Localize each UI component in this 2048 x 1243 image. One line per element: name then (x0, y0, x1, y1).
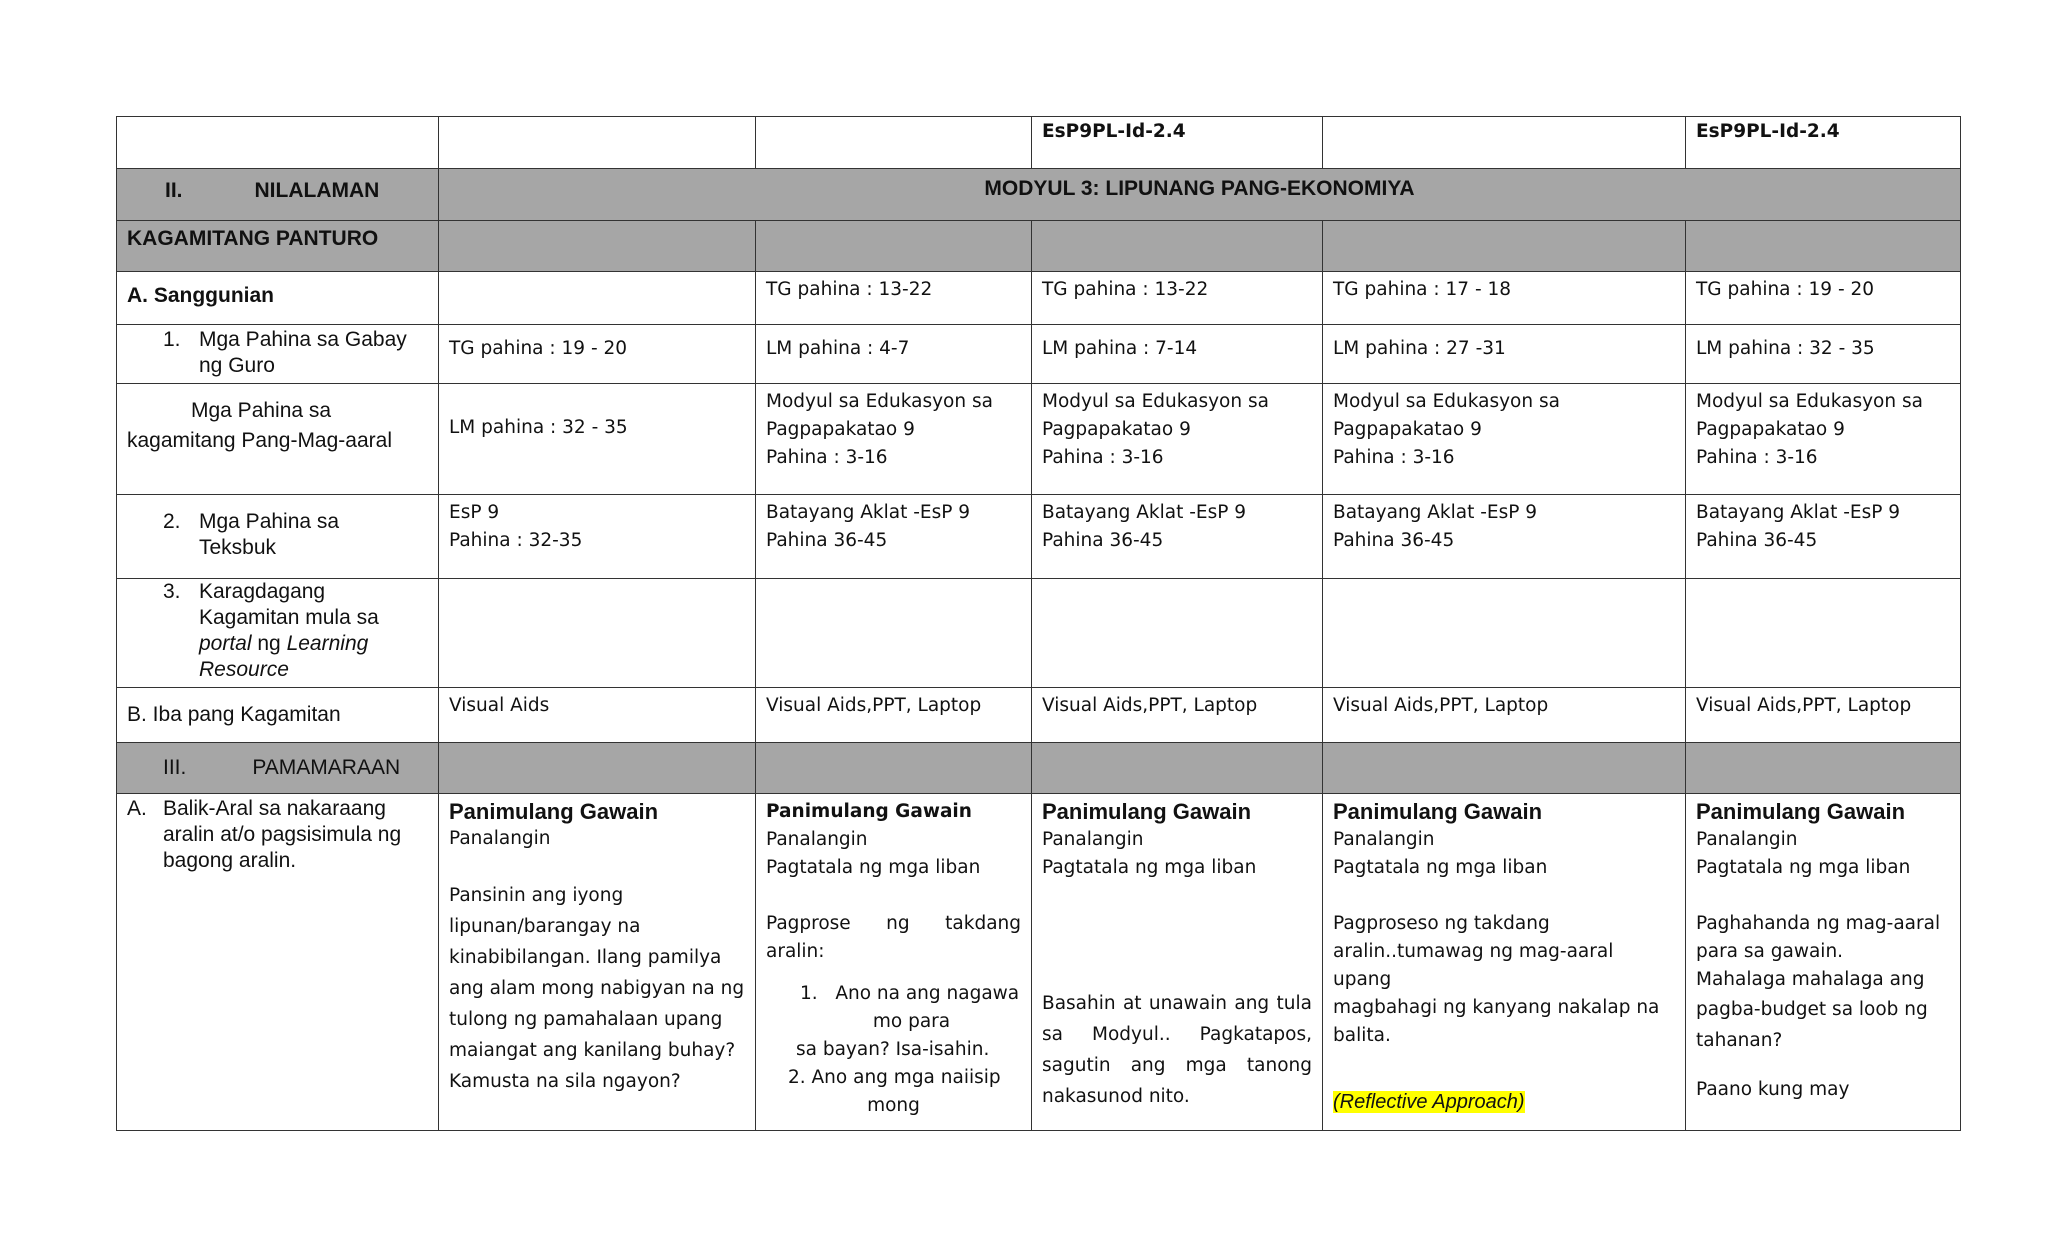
iba-pang-cell: Visual Aids,PPT, Laptop (1686, 688, 1961, 743)
tg-cell: TG pahina : 17 - 18 (1323, 272, 1686, 325)
empty-cell (1323, 579, 1686, 688)
label-line (199, 631, 379, 657)
text-line: Pahina 36-45 (1042, 530, 1164, 551)
text-line: ang alam mong nabigyan na ng (449, 978, 745, 999)
text-line: Pahina : 3-16 (766, 447, 888, 468)
text-line: Pagtatala ng mga liban (766, 857, 981, 878)
label-line: Balik-Aral sa nakaraang (163, 797, 386, 820)
text-line: Batayang Aklat -EsP 9 (766, 502, 971, 523)
gawain-title: Panimulang Gawain (449, 799, 659, 824)
spacer (1333, 1050, 1675, 1088)
label-line: Mga Pahina sa (191, 399, 332, 422)
text-line: Batayang Aklat -EsP 9 (1333, 502, 1538, 523)
section-roman: II. (165, 179, 183, 202)
text-line: tahanan? (1696, 1030, 1783, 1051)
iba-pang-cell: Visual Aids,PPT, Laptop (1032, 688, 1323, 743)
pamamaraan-row (117, 743, 1961, 794)
text-line: maiangat ang kanilang buhay? (449, 1040, 736, 1061)
text-line: Pagproseso ng takdang (1333, 913, 1550, 934)
modyul-cell (756, 384, 1032, 495)
gabay-cell: LM pahina : 7-14 (1032, 325, 1323, 384)
label-line: Resource (199, 658, 289, 681)
nilalaman-label-cell (117, 169, 439, 221)
text-line: nakasunod nito. (1042, 1086, 1190, 1107)
karagdagang-label (117, 579, 439, 688)
modyul-cell (1686, 384, 1961, 495)
text-line: Modyul sa Edukasyon sa (1696, 391, 1923, 412)
text-line: Pansinin ang iyong (449, 885, 624, 906)
code-cell: EsP9PL-Id-2.4 (1686, 117, 1961, 169)
text-line: Batayang Aklat -EsP 9 (1696, 502, 1901, 523)
text-line: sa Modyul.. Pagkatapos, (1042, 1024, 1312, 1045)
tg-cell: TG pahina : 13-22 (756, 272, 1032, 325)
spacer (1696, 1056, 1950, 1076)
mag-aaral-label (117, 384, 439, 495)
balik-aral-label (117, 794, 439, 1131)
gabay-cell: LM pahina : 32 - 35 (1686, 325, 1961, 384)
code-cell (117, 117, 439, 169)
text-line: balita. (1333, 1025, 1391, 1046)
label-line: Karagdagang (199, 580, 326, 603)
text-line: Kamusta na sila ngayon? (449, 1071, 681, 1092)
text-line: aralin..tumawag ng mag-aaral upang (1333, 941, 1614, 990)
text-line: kinabibilangan. Ilang pamilya (449, 947, 722, 968)
code-cell (439, 117, 756, 169)
text-line: mo para (872, 1011, 951, 1032)
text-line: lipunan/barangay na (449, 916, 641, 937)
gray-cell (1032, 743, 1323, 794)
empty-cell (1032, 579, 1323, 688)
balik-aral-cell-5 (1686, 794, 1961, 1131)
text-line: Pagpapakatao 9 (766, 419, 915, 440)
pamamaraan-label-cell (117, 743, 439, 794)
empty-cell (756, 579, 1032, 688)
nilalaman-row (117, 169, 1961, 221)
gray-cell (1323, 221, 1686, 272)
section-title: PAMAMARAAN (252, 756, 401, 779)
iba-pang-row (117, 688, 1961, 743)
karagdagang-row (117, 579, 1961, 688)
code-cell: EsP9PL-Id-2.4 (1032, 117, 1323, 169)
balik-aral-cell-1 (439, 794, 756, 1131)
text-line: Pahina : 32-35 (449, 530, 583, 551)
label-line: Mga Pahina sa Gabay (199, 328, 407, 351)
text-line: Pagtatala ng mga liban (1333, 857, 1548, 878)
text-line: Basahin at unawain ang tula (1042, 993, 1312, 1014)
balik-aral-cell-3 (1032, 794, 1323, 1131)
iba-pang-cell: Visual Aids (439, 688, 756, 743)
gray-cell (756, 221, 1032, 272)
teksbuk-row (117, 495, 1961, 579)
approach-highlight: (Reflective Approach) (1333, 1091, 1525, 1113)
spacer (449, 852, 745, 880)
lm-cell: LM pahina : 32 - 35 (439, 384, 756, 495)
gray-cell (1686, 743, 1961, 794)
item-number: 1. (163, 328, 181, 351)
gabay-cell: LM pahina : 4-7 (756, 325, 1032, 384)
spacer (1042, 882, 1312, 988)
section-title: NILALAMAN (254, 179, 380, 202)
teksbuk-cell (1323, 495, 1686, 579)
label-line: kagamitang Pang-Mag-aaral (127, 429, 392, 452)
text-line: Panalangin (449, 828, 551, 849)
text-line: aralin: (766, 941, 825, 962)
gray-cell (439, 743, 756, 794)
text-line: para sa gawain. (1696, 941, 1844, 962)
gabay-row (117, 325, 1961, 384)
kagamitan-label: KAGAMITANG PANTURO (117, 221, 439, 272)
text-line: 2. Ano ang mga naiisip (788, 1067, 1001, 1088)
text-line: Modyul sa Edukasyon sa (1042, 391, 1269, 412)
label-line: ng Guro (199, 354, 275, 377)
gabay-cell: TG pahina : 19 - 20 (439, 325, 756, 384)
text-line: Pagprose ng takdang (766, 913, 1021, 934)
teksbuk-cell (439, 495, 756, 579)
teksbuk-cell (1686, 495, 1961, 579)
tg-cell (439, 272, 756, 325)
gray-cell (1323, 743, 1686, 794)
code-cell (1323, 117, 1686, 169)
label-line: Kagamitan mula sa (199, 606, 379, 629)
iba-pang-cell: Visual Aids,PPT, Laptop (1323, 688, 1686, 743)
question-line (766, 980, 1021, 1008)
empty-cell (439, 579, 756, 688)
kagamitan-row (117, 221, 1961, 272)
label-line: Teksbuk (199, 536, 277, 559)
label-line: aralin at/o pagsisimula ng (163, 823, 402, 846)
gabay-cell: LM pahina : 27 -31 (1323, 325, 1686, 384)
label-line: Mga Pahina sa (199, 510, 340, 533)
tg-cell: TG pahina : 13-22 (1032, 272, 1323, 325)
text-line: Pahina 36-45 (766, 530, 888, 551)
text-line: Panalangin (1333, 829, 1435, 850)
iba-pang-cell: Visual Aids,PPT, Laptop (756, 688, 1032, 743)
text-line: Pagpapakatao 9 (1333, 419, 1482, 440)
text-line: Modyul sa Edukasyon sa (1333, 391, 1560, 412)
balik-aral-row (117, 794, 1961, 1131)
gray-cell (439, 221, 756, 272)
gawain-title: Panimulang Gawain (1696, 799, 1906, 824)
text-line: Modyul sa Edukasyon sa (766, 391, 993, 412)
text-line: Panalangin (1696, 829, 1798, 850)
section-roman: III. (163, 756, 187, 779)
teksbuk-label (117, 495, 439, 579)
balik-aral-cell-2 (756, 794, 1032, 1131)
text-span: ng (251, 632, 287, 655)
gawain-title: Panimulang Gawain (1333, 799, 1543, 824)
gawain-title: Panimulang Gawain (766, 801, 972, 822)
tg-cell: TG pahina : 19 - 20 (1686, 272, 1961, 325)
lesson-plan-document (116, 116, 1960, 1122)
text-line: magbahagi ng kanyang nakalap na (1333, 997, 1660, 1018)
text-line: Paghahanda ng mag-aaral (1696, 913, 1941, 934)
text-line: mong (867, 1095, 920, 1116)
teksbuk-cell (756, 495, 1032, 579)
text-line: pagba-budget sa loob ng (1696, 999, 1928, 1020)
text-line: Paano kung may (1696, 1079, 1850, 1100)
question-number: 1. (800, 983, 818, 1004)
label-line: bagong aralin. (163, 849, 297, 872)
sanggunian-row (117, 272, 1961, 325)
text-line: Pahina : 3-16 (1042, 447, 1164, 468)
gray-cell (1686, 221, 1961, 272)
spacer (766, 882, 1021, 910)
text-line: Panalangin (766, 829, 868, 850)
text-line: Pagpapakatao 9 (1042, 419, 1191, 440)
code-cell (756, 117, 1032, 169)
text-line: Pahina 36-45 (1696, 530, 1818, 551)
balik-aral-cell-4 (1323, 794, 1686, 1131)
modyul-cell (1032, 384, 1323, 495)
item-letter: A. (127, 797, 147, 820)
text-line: sagutin ang mga tanong (1042, 1055, 1312, 1076)
spacer (1333, 882, 1675, 910)
text-line: Pagtatala ng mga liban (1042, 857, 1257, 878)
spacer (766, 966, 1021, 980)
code-row (117, 117, 1961, 169)
iba-pang-label: B. Iba pang Kagamitan (117, 688, 439, 743)
text-line: Pagtatala ng mga liban (1696, 857, 1911, 878)
text-line: Panalangin (1042, 829, 1144, 850)
text-line: Pahina 36-45 (1333, 530, 1455, 551)
text-line: Pahina : 3-16 (1333, 447, 1455, 468)
text-line: Mahalaga mahalaga ang (1696, 969, 1925, 990)
item-number: 3. (163, 580, 181, 603)
sanggunian-label: A. Sanggunian (117, 272, 439, 325)
gabay-label (117, 325, 439, 384)
question-text: Ano na ang nagawa (835, 983, 1020, 1004)
text-line: Batayang Aklat -EsP 9 (1042, 502, 1247, 523)
lesson-plan-table (116, 116, 1961, 1131)
text-line: sa bayan? Isa-isahin. (796, 1039, 990, 1060)
modyul-cell (1323, 384, 1686, 495)
text-line: tulong ng pamahalaan upang (449, 1009, 723, 1030)
text-line: Pagpapakatao 9 (1696, 419, 1845, 440)
empty-cell (1686, 579, 1961, 688)
text-line: Pahina : 3-16 (1696, 447, 1818, 468)
item-number: 2. (163, 510, 181, 533)
gray-cell (756, 743, 1032, 794)
italic-text: Learning (286, 632, 369, 655)
gawain-title: Panimulang Gawain (1042, 799, 1252, 824)
text-line: EsP 9 (449, 502, 500, 523)
gray-cell (1032, 221, 1323, 272)
mag-aaral-row (117, 384, 1961, 495)
teksbuk-cell (1032, 495, 1323, 579)
spacer (1696, 882, 1950, 910)
modyul-title: MODYUL 3: LIPUNANG PANG-EKONOMIYA (439, 169, 1961, 221)
italic-text: portal (199, 632, 252, 655)
